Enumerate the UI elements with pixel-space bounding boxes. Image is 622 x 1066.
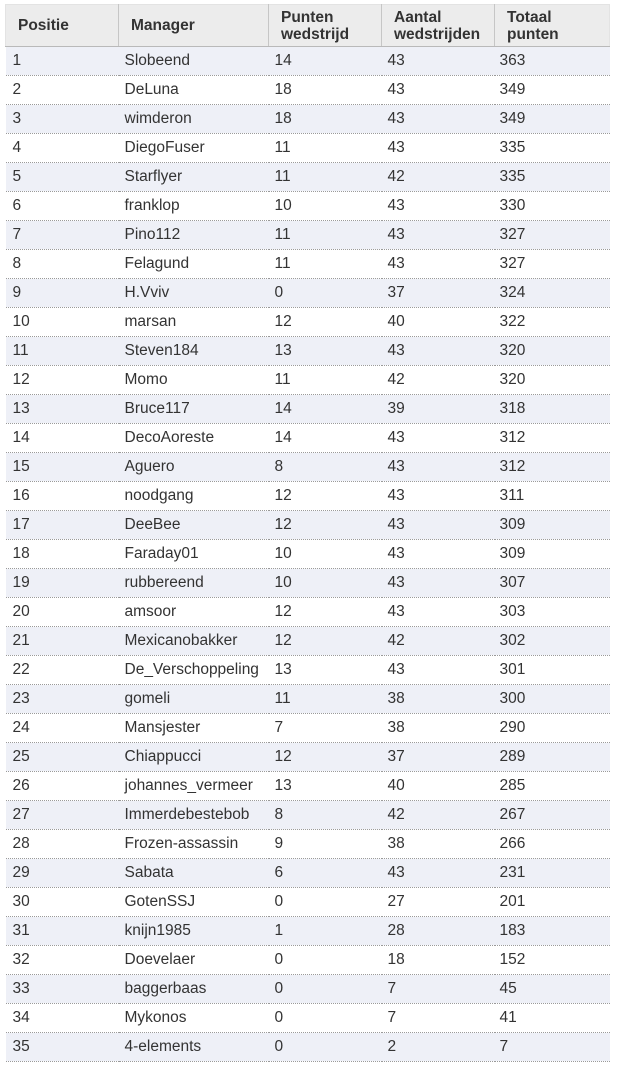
cell-punten-wedstrijd: 11 (269, 163, 382, 192)
cell-aantal-wedstrijden: 37 (382, 743, 495, 772)
header-totaal-punten-line1: Totaal (507, 8, 552, 26)
header-punten-wedstrijd-line2: wedstrijd (281, 25, 350, 43)
cell-totaal-punten: 312 (495, 453, 610, 482)
cell-totaal-punten: 335 (495, 134, 610, 163)
cell-positie: 11 (6, 337, 119, 366)
table-row (6, 888, 610, 917)
cell-manager: johannes_vermeer (119, 772, 269, 801)
cell-aantal-wedstrijden: 18 (382, 946, 495, 975)
table-row (6, 801, 610, 830)
table-row (6, 859, 610, 888)
header-row (6, 5, 610, 47)
cell-manager: gomeli (119, 685, 269, 714)
cell-manager: Starflyer (119, 163, 269, 192)
header-totaal-punten[interactable] (495, 5, 610, 47)
table-row (6, 772, 610, 801)
table-row (6, 830, 610, 859)
cell-manager: GotenSSJ (119, 888, 269, 917)
cell-totaal-punten: 302 (495, 627, 610, 656)
cell-punten-wedstrijd: 18 (269, 105, 382, 134)
table-row (6, 453, 610, 482)
cell-aantal-wedstrijden: 38 (382, 830, 495, 859)
table-row (6, 598, 610, 627)
cell-punten-wedstrijd: 12 (269, 627, 382, 656)
cell-punten-wedstrijd: 11 (269, 366, 382, 395)
cell-aantal-wedstrijden: 27 (382, 888, 495, 917)
standings-table (5, 4, 610, 1062)
cell-aantal-wedstrijden: 43 (382, 859, 495, 888)
header-aantal-wedstrijden[interactable] (382, 5, 495, 47)
cell-punten-wedstrijd: 12 (269, 308, 382, 337)
cell-aantal-wedstrijden: 43 (382, 482, 495, 511)
table-row (6, 656, 610, 685)
cell-manager: amsoor (119, 598, 269, 627)
cell-manager: Mexicanobakker (119, 627, 269, 656)
cell-totaal-punten: 363 (495, 47, 610, 76)
cell-punten-wedstrijd: 14 (269, 424, 382, 453)
cell-punten-wedstrijd: 6 (269, 859, 382, 888)
cell-positie: 4 (6, 134, 119, 163)
cell-aantal-wedstrijden: 43 (382, 105, 495, 134)
cell-manager: baggerbaas (119, 975, 269, 1004)
cell-aantal-wedstrijden: 43 (382, 424, 495, 453)
cell-manager: wimderon (119, 105, 269, 134)
cell-punten-wedstrijd: 14 (269, 47, 382, 76)
cell-totaal-punten: 231 (495, 859, 610, 888)
cell-punten-wedstrijd: 0 (269, 888, 382, 917)
cell-aantal-wedstrijden: 43 (382, 511, 495, 540)
cell-manager: Aguero (119, 453, 269, 482)
cell-manager: De_Verschoppeling (119, 656, 269, 685)
table-row (6, 134, 610, 163)
header-punten-wedstrijd[interactable] (269, 5, 382, 47)
table-row (6, 685, 610, 714)
table-row (6, 395, 610, 424)
cell-aantal-wedstrijden: 7 (382, 1004, 495, 1033)
header-punten-wedstrijd-line1: Punten (281, 8, 334, 26)
table-row (6, 76, 610, 105)
cell-positie: 23 (6, 685, 119, 714)
cell-totaal-punten: 300 (495, 685, 610, 714)
cell-totaal-punten: 322 (495, 308, 610, 337)
cell-positie: 15 (6, 453, 119, 482)
cell-positie: 30 (6, 888, 119, 917)
cell-punten-wedstrijd: 18 (269, 76, 382, 105)
cell-punten-wedstrijd: 12 (269, 482, 382, 511)
table-row (6, 482, 610, 511)
cell-totaal-punten: 349 (495, 105, 610, 134)
table-row (6, 540, 610, 569)
cell-positie: 25 (6, 743, 119, 772)
cell-punten-wedstrijd: 0 (269, 1004, 382, 1033)
cell-positie: 22 (6, 656, 119, 685)
table-row (6, 511, 610, 540)
cell-manager: Mykonos (119, 1004, 269, 1033)
cell-aantal-wedstrijden: 43 (382, 47, 495, 76)
cell-punten-wedstrijd: 7 (269, 714, 382, 743)
table-row (6, 366, 610, 395)
cell-manager: DeeBee (119, 511, 269, 540)
table-row (6, 917, 610, 946)
cell-punten-wedstrijd: 12 (269, 598, 382, 627)
cell-punten-wedstrijd: 10 (269, 540, 382, 569)
cell-positie: 34 (6, 1004, 119, 1033)
cell-aantal-wedstrijden: 2 (382, 1033, 495, 1062)
cell-aantal-wedstrijden: 43 (382, 569, 495, 598)
cell-aantal-wedstrijden: 40 (382, 308, 495, 337)
cell-punten-wedstrijd: 0 (269, 279, 382, 308)
cell-totaal-punten: 309 (495, 511, 610, 540)
cell-totaal-punten: 285 (495, 772, 610, 801)
cell-manager: knijn1985 (119, 917, 269, 946)
table-row (6, 163, 610, 192)
cell-positie: 2 (6, 76, 119, 105)
cell-positie: 1 (6, 47, 119, 76)
cell-punten-wedstrijd: 12 (269, 511, 382, 540)
cell-punten-wedstrijd: 11 (269, 134, 382, 163)
cell-punten-wedstrijd: 10 (269, 569, 382, 598)
cell-positie: 12 (6, 366, 119, 395)
cell-manager: H.Vviv (119, 279, 269, 308)
cell-manager: DeLuna (119, 76, 269, 105)
cell-manager: DiegoFuser (119, 134, 269, 163)
cell-totaal-punten: 320 (495, 337, 610, 366)
cell-aantal-wedstrijden: 43 (382, 598, 495, 627)
cell-positie: 16 (6, 482, 119, 511)
cell-aantal-wedstrijden: 43 (382, 192, 495, 221)
cell-totaal-punten: 267 (495, 801, 610, 830)
cell-positie: 33 (6, 975, 119, 1004)
header-aantal-wedstrijden-line1: Aantal (394, 8, 442, 26)
cell-manager: Doevelaer (119, 946, 269, 975)
cell-positie: 31 (6, 917, 119, 946)
cell-manager: Mansjester (119, 714, 269, 743)
cell-manager: Sabata (119, 859, 269, 888)
table-body (6, 47, 610, 1062)
cell-positie: 9 (6, 279, 119, 308)
cell-totaal-punten: 183 (495, 917, 610, 946)
cell-punten-wedstrijd: 1 (269, 917, 382, 946)
cell-positie: 20 (6, 598, 119, 627)
table-row (6, 975, 610, 1004)
cell-totaal-punten: 312 (495, 424, 610, 453)
cell-totaal-punten: 330 (495, 192, 610, 221)
table-row (6, 279, 610, 308)
table-row (6, 337, 610, 366)
cell-aantal-wedstrijden: 43 (382, 453, 495, 482)
cell-punten-wedstrijd: 12 (269, 743, 382, 772)
cell-aantal-wedstrijden: 43 (382, 250, 495, 279)
cell-manager: 4-elements (119, 1033, 269, 1062)
cell-aantal-wedstrijden: 43 (382, 337, 495, 366)
cell-aantal-wedstrijden: 38 (382, 685, 495, 714)
header-manager-label: Manager (131, 17, 195, 34)
cell-totaal-punten: 152 (495, 946, 610, 975)
cell-aantal-wedstrijden: 42 (382, 627, 495, 656)
table-row (6, 1033, 610, 1062)
cell-positie: 7 (6, 221, 119, 250)
cell-punten-wedstrijd: 0 (269, 975, 382, 1004)
cell-aantal-wedstrijden: 28 (382, 917, 495, 946)
cell-positie: 29 (6, 859, 119, 888)
cell-manager: Faraday01 (119, 540, 269, 569)
cell-manager: Pino112 (119, 221, 269, 250)
cell-aantal-wedstrijden: 43 (382, 656, 495, 685)
cell-totaal-punten: 327 (495, 221, 610, 250)
cell-positie: 27 (6, 801, 119, 830)
cell-totaal-punten: 289 (495, 743, 610, 772)
table-row (6, 250, 610, 279)
cell-aantal-wedstrijden: 43 (382, 221, 495, 250)
cell-totaal-punten: 318 (495, 395, 610, 424)
table-row (6, 627, 610, 656)
cell-aantal-wedstrijden: 42 (382, 801, 495, 830)
cell-positie: 35 (6, 1033, 119, 1062)
standings-container (5, 4, 609, 1062)
cell-manager: Slobeend (119, 47, 269, 76)
cell-punten-wedstrijd: 13 (269, 772, 382, 801)
cell-punten-wedstrijd: 14 (269, 395, 382, 424)
cell-punten-wedstrijd: 10 (269, 192, 382, 221)
cell-aantal-wedstrijden: 42 (382, 163, 495, 192)
cell-aantal-wedstrijden: 37 (382, 279, 495, 308)
header-positie-label: Positie (18, 17, 69, 34)
cell-totaal-punten: 309 (495, 540, 610, 569)
cell-totaal-punten: 301 (495, 656, 610, 685)
cell-totaal-punten: 7 (495, 1033, 610, 1062)
table-row (6, 424, 610, 453)
cell-manager: Felagund (119, 250, 269, 279)
cell-positie: 3 (6, 105, 119, 134)
cell-aantal-wedstrijden: 43 (382, 540, 495, 569)
cell-positie: 10 (6, 308, 119, 337)
table-row (6, 308, 610, 337)
cell-positie: 13 (6, 395, 119, 424)
cell-manager: Bruce117 (119, 395, 269, 424)
cell-totaal-punten: 303 (495, 598, 610, 627)
cell-totaal-punten: 349 (495, 76, 610, 105)
cell-positie: 26 (6, 772, 119, 801)
table-row (6, 1004, 610, 1033)
cell-aantal-wedstrijden: 38 (382, 714, 495, 743)
cell-positie: 21 (6, 627, 119, 656)
cell-punten-wedstrijd: 13 (269, 337, 382, 366)
cell-manager: franklop (119, 192, 269, 221)
table-header (6, 5, 610, 47)
cell-totaal-punten: 266 (495, 830, 610, 859)
cell-manager: Steven184 (119, 337, 269, 366)
cell-positie: 8 (6, 250, 119, 279)
cell-punten-wedstrijd: 11 (269, 250, 382, 279)
table-row (6, 569, 610, 598)
cell-totaal-punten: 290 (495, 714, 610, 743)
table-row (6, 946, 610, 975)
table-row (6, 105, 610, 134)
cell-positie: 24 (6, 714, 119, 743)
cell-totaal-punten: 311 (495, 482, 610, 511)
table-row (6, 47, 610, 76)
cell-manager: rubbereend (119, 569, 269, 598)
cell-positie: 6 (6, 192, 119, 221)
cell-totaal-punten: 335 (495, 163, 610, 192)
cell-punten-wedstrijd: 8 (269, 801, 382, 830)
header-aantal-wedstrijden-line2: wedstrijden (394, 25, 481, 43)
cell-aantal-wedstrijden: 7 (382, 975, 495, 1004)
cell-punten-wedstrijd: 9 (269, 830, 382, 859)
cell-manager: marsan (119, 308, 269, 337)
cell-totaal-punten: 327 (495, 250, 610, 279)
cell-totaal-punten: 307 (495, 569, 610, 598)
cell-aantal-wedstrijden: 39 (382, 395, 495, 424)
header-manager[interactable] (119, 5, 269, 47)
cell-manager: Immerdebestebob (119, 801, 269, 830)
table-row (6, 221, 610, 250)
cell-positie: 18 (6, 540, 119, 569)
cell-aantal-wedstrijden: 43 (382, 134, 495, 163)
cell-aantal-wedstrijden: 43 (382, 76, 495, 105)
cell-totaal-punten: 320 (495, 366, 610, 395)
cell-punten-wedstrijd: 0 (269, 946, 382, 975)
cell-positie: 19 (6, 569, 119, 598)
cell-manager: Chiappucci (119, 743, 269, 772)
cell-punten-wedstrijd: 11 (269, 221, 382, 250)
cell-aantal-wedstrijden: 42 (382, 366, 495, 395)
table-row (6, 714, 610, 743)
cell-positie: 14 (6, 424, 119, 453)
cell-manager: Momo (119, 366, 269, 395)
cell-punten-wedstrijd: 8 (269, 453, 382, 482)
cell-punten-wedstrijd: 13 (269, 656, 382, 685)
cell-positie: 32 (6, 946, 119, 975)
cell-positie: 17 (6, 511, 119, 540)
cell-totaal-punten: 324 (495, 279, 610, 308)
header-totaal-punten-line2: punten (507, 25, 559, 43)
cell-positie: 28 (6, 830, 119, 859)
cell-positie: 5 (6, 163, 119, 192)
cell-manager: Frozen-assassin (119, 830, 269, 859)
cell-punten-wedstrijd: 11 (269, 685, 382, 714)
table-row (6, 743, 610, 772)
cell-aantal-wedstrijden: 40 (382, 772, 495, 801)
header-positie[interactable] (6, 5, 119, 47)
cell-totaal-punten: 45 (495, 975, 610, 1004)
cell-punten-wedstrijd: 0 (269, 1033, 382, 1062)
table-row (6, 192, 610, 221)
cell-totaal-punten: 201 (495, 888, 610, 917)
cell-manager: noodgang (119, 482, 269, 511)
cell-manager: DecoAoreste (119, 424, 269, 453)
cell-totaal-punten: 41 (495, 1004, 610, 1033)
